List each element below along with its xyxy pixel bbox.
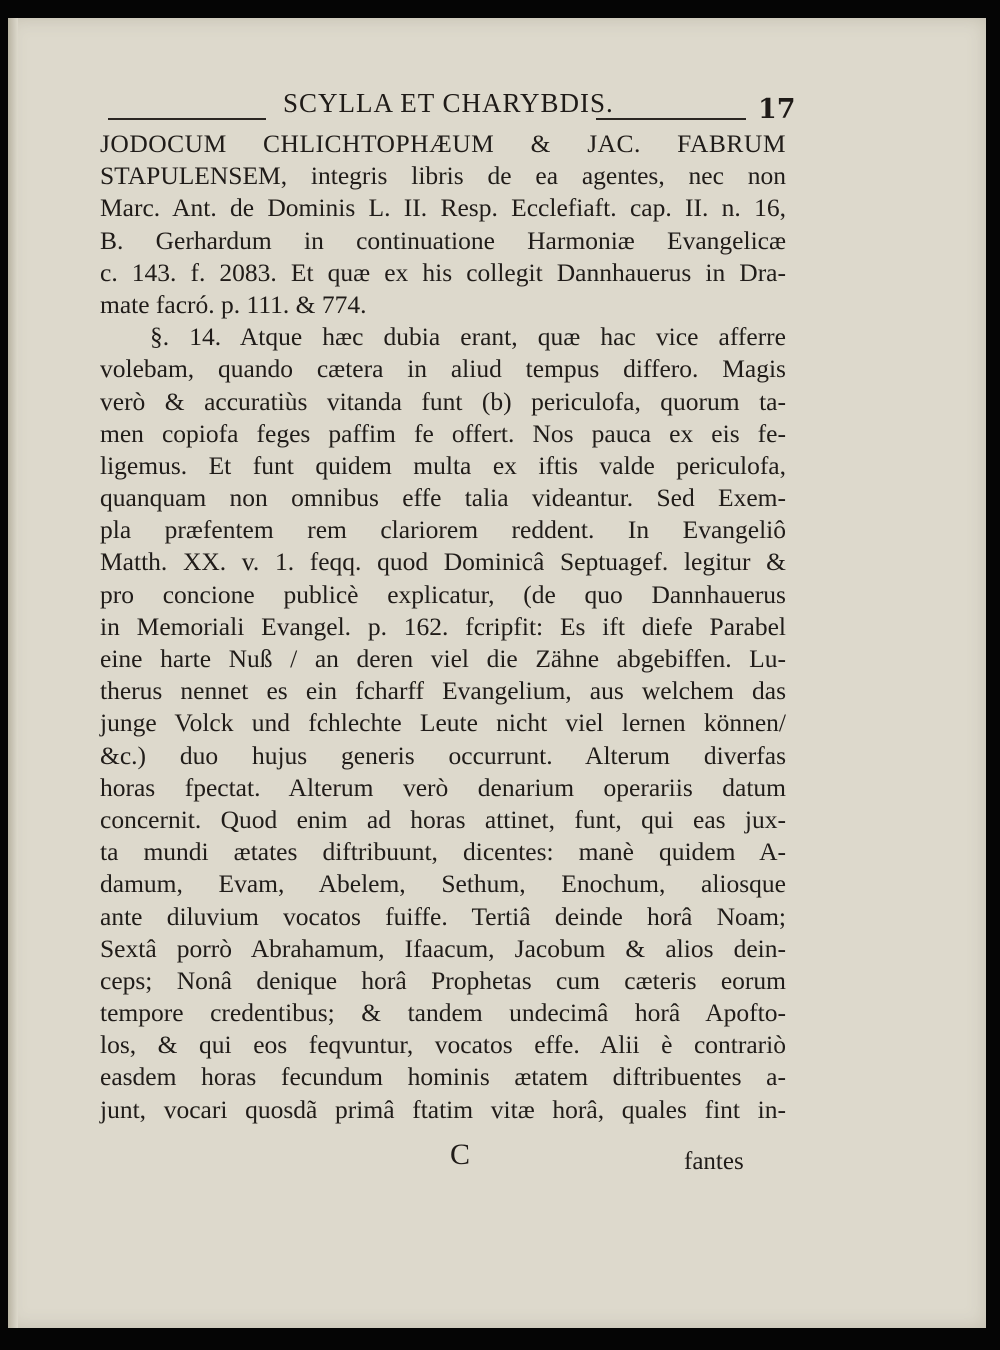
text-line: ante diluvium vocatos fuiffe. Tertiâ deinde horâ Noam; bbox=[100, 901, 786, 931]
text-line: concernit. Quod enim ad horas attinet, funt, qui eas jux- bbox=[100, 804, 786, 834]
text-line: los, & qui eos feqvuntur, vocatos effe. Alii è contrariò bbox=[100, 1030, 786, 1060]
text-line: mate facró. p. 111. & 774. bbox=[100, 289, 367, 319]
text-line: pla præfentem rem clariorem reddent. In Evangeliô bbox=[100, 515, 786, 545]
head-rule-right bbox=[596, 118, 746, 120]
running-head bbox=[108, 88, 796, 128]
text-line: STAPULENSEM, integris libris de ea agentes, nec non bbox=[100, 161, 786, 191]
text-line: Marc. Ant. de Dominis L. II. Resp. Ecclefiaft. cap. II. n. 16, bbox=[100, 193, 786, 223]
text-line: quanquam non omnibus effe talia videantur. Sed Exem- bbox=[100, 483, 786, 513]
text-line: volebam, quando cætera in aliud tempus differo. Magis bbox=[100, 354, 786, 384]
body-text bbox=[100, 128, 786, 1126]
text-line: in Memoriali Evangel. p. 162. fcripfit: Es ift diefe Parabel bbox=[100, 611, 786, 641]
text-line: junge Volck und fchlechte Leute nicht viel lernen können/ bbox=[100, 708, 786, 738]
page-number: 17 bbox=[758, 94, 796, 125]
text-line: &c.) duo hujus generis occurrunt. Alterum diverfas bbox=[100, 740, 786, 770]
text-line: c. 143. f. 2083. Et quæ ex his collegit Dannhauerus in Dra- bbox=[100, 257, 786, 287]
page-binding-edge bbox=[8, 18, 18, 1328]
text-line: Matth. XX. v. 1. feqq. quod Dominicâ Septuagef. legitur & bbox=[100, 547, 786, 577]
text-line: therus nennet es ein fcharff Evangelium, aus welchem das bbox=[100, 676, 786, 706]
text-line: ligemus. Et funt quidem multa ex iftis valde periculofa, bbox=[100, 450, 786, 480]
text-line: junt, vocari quosdã primâ ftatim vitæ horâ, quales fint in- bbox=[100, 1094, 786, 1124]
text-line: horas fpectat. Alterum verò denarium operariis datum bbox=[100, 772, 786, 802]
text-line: damum, Evam, Abelem, Sethum, Enochum, aliosque bbox=[100, 869, 786, 899]
text-line: JODOCUM CHLICHTOPHÆUM & JAC. FABRUM bbox=[100, 129, 786, 158]
text-line: §. 14. Atque hæc dubia erant, quæ hac vice afferre bbox=[150, 322, 786, 352]
text-line: B. Gerhardum in continuatione Harmoniæ Evangelicæ bbox=[100, 225, 786, 255]
scan-border bbox=[986, 0, 1000, 1350]
text-line: tempore credentibus; & tandem undecimâ horâ Apofto- bbox=[100, 998, 786, 1028]
text-line: pro concione publicè explicatur, (de quo Dannhauerus bbox=[100, 579, 786, 609]
text-line: verò & accuratiùs vitanda funt (b) periculofa, quorum ta- bbox=[100, 386, 786, 416]
text-line: ceps; Nonâ denique horâ Prophetas cum cæteris eorum bbox=[100, 965, 786, 995]
text-line: eine harte Nuß / an deren viel die Zähne abgebiffen. Lu- bbox=[100, 644, 786, 673]
text-line: ta mundi ætates diftribuunt, dicentes: manè quidem A- bbox=[100, 837, 786, 867]
head-rule-left bbox=[108, 118, 266, 120]
text-line: Sextâ porrò Abrahamum, Ifaacum, Jacobum & alios dein- bbox=[100, 933, 786, 963]
running-head-title: SCYLLA ET CHARYBDIS. bbox=[283, 88, 614, 118]
catchword: fantes bbox=[684, 1148, 744, 1175]
signature-mark: C bbox=[450, 1138, 471, 1171]
text-line: men copiofa feges paffim fe offert. Nos pauca ex eis fe- bbox=[100, 418, 786, 448]
text-line: easdem horas fecundum hominis ætatem diftribuentes a- bbox=[100, 1062, 786, 1092]
